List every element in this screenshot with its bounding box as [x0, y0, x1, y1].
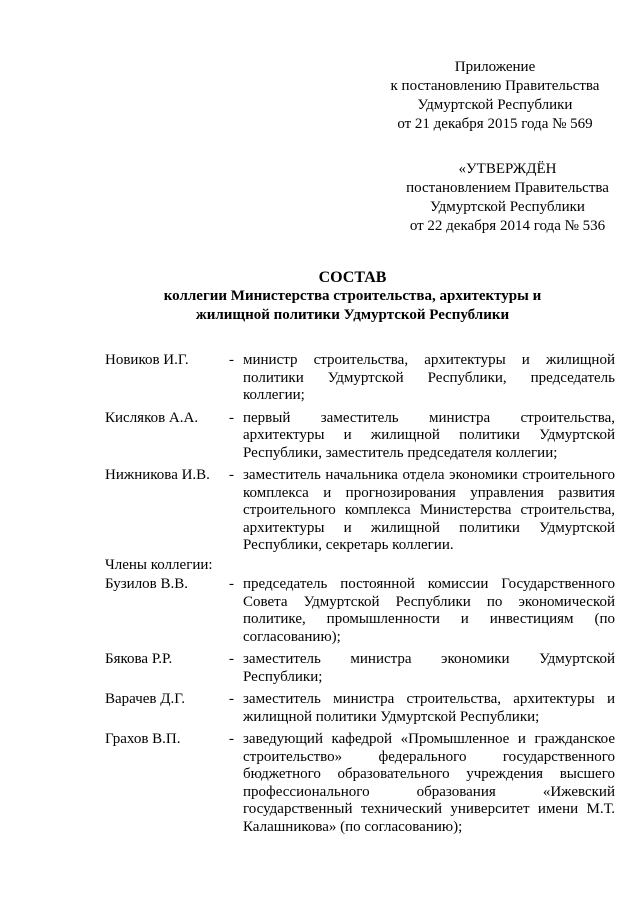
appendix-line-4: от 21 декабря 2015 года № 569 — [397, 116, 593, 132]
member-dash: - — [229, 352, 234, 368]
member-row — [105, 410, 615, 463]
title-line-3: жилищной политики Удмуртской Республики — [195, 307, 510, 323]
member-name: Бузилов В.В. — [105, 576, 189, 592]
member-role: заместитель министра строительства, архитектуры и жилищной политики Удмуртской Республики; — [243, 691, 615, 725]
member-role: заместитель министра экономики Удмуртской Республики; — [243, 651, 615, 685]
member-row — [105, 576, 615, 646]
member-name: Новиков И.Г. — [105, 352, 189, 368]
member-name: Нижникова И.В. — [105, 467, 210, 483]
member-name: Бякова Р.Р. — [105, 651, 173, 667]
member-name: Грахов В.П. — [105, 731, 181, 747]
title-line-2: коллегии Министерства строительства, архитектуры и — [163, 288, 542, 304]
member-dash: - — [229, 691, 234, 707]
approved-line-2: постановлением Правительства — [406, 180, 609, 196]
member-name: Кисляков А.А. — [105, 409, 199, 426]
member-row — [105, 691, 615, 726]
member-role: министр строительства, архитектуры и жилищной политики Удмуртской Республики, председатель коллегии; — [243, 352, 615, 403]
approved-stamp — [395, 160, 620, 236]
member-name: Варачев Д.Г. — [105, 691, 185, 707]
member-dash: - — [229, 467, 234, 483]
member-role: первый заместитель министра строительства, архитектуры и жилищной политики Удмуртской Республики, заместитель председателя коллегии; — [243, 409, 615, 461]
member-role: председатель постоянной комиссии Государственного Совета Удмуртской Республики по экономической политике, промышленности и инвестициям (по согласованию); — [243, 576, 615, 645]
approved-line-1: «УТВЕРЖДЁН — [458, 161, 557, 177]
member-role: заведующий кафедрой «Промышленное и гражданское строительство» федерального государственного бюджетного образовательного учреждения высшего профессионального образования «Ижевский государственный технический университет имени М.Т. Калашникова» (по согласованию); — [243, 731, 615, 835]
appendix-line-3: Удмуртской Республики — [417, 97, 573, 113]
appendix-line-2: к постановлению Правительства — [390, 78, 600, 94]
member-row — [105, 467, 615, 555]
member-dash: - — [229, 731, 234, 747]
member-row — [105, 731, 615, 836]
member-role: заместитель начальника отдела экономики строительного комплекса и прогнозирования управления развития строительного комплекса Министерства строительства, архитектуры и жилищной политики Удмуртской Республики, секретарь коллегии. — [243, 467, 615, 553]
member-row — [105, 651, 615, 686]
document-title — [100, 268, 605, 325]
approved-line-3: Удмуртской Республики — [430, 199, 585, 215]
title-main: СОСТАВ — [318, 269, 387, 286]
approved-line-4: от 22 декабря 2014 года № 536 — [409, 218, 606, 234]
appendix-line-1: Приложение — [454, 59, 536, 75]
member-dash: - — [229, 576, 234, 592]
member-dash: - — [229, 409, 234, 426]
composition-list — [105, 352, 615, 836]
members-section-title: Члены коллегии: — [105, 556, 213, 573]
member-row — [105, 352, 615, 405]
member-dash: - — [229, 651, 234, 667]
appendix-header — [380, 58, 610, 134]
